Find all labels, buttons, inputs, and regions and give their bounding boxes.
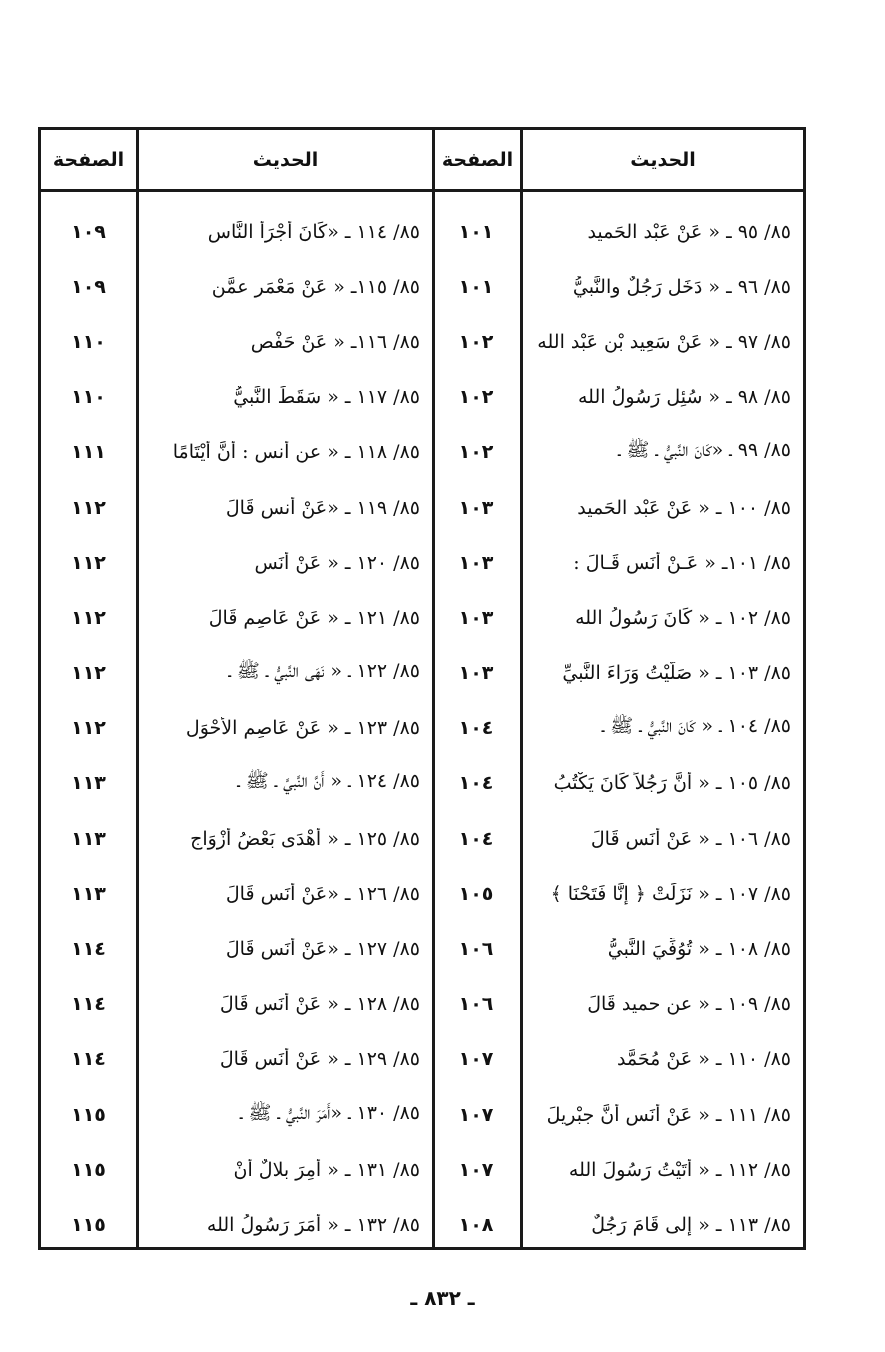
page-ref-right: ١٠٣ [458, 551, 494, 574]
hadith-entry-left: ٨٥/ ١٢٥ ـ « أَهْدَى بَعْضُ أَزْوَاجِ [190, 827, 420, 850]
page-ref-left: ١١٥ [71, 1103, 106, 1126]
table-row [41, 646, 803, 701]
hadith-entry-right: ٨٥/ ١٠٨ ـ « تُوُفِّيَ النَّبيُّ [607, 938, 791, 961]
table-row [41, 425, 803, 480]
table-row [41, 370, 803, 425]
table-header-row [41, 130, 803, 192]
hadith-entry-right: ٨٥/ ١٠٠ ـ « عَنْ عَبْد الحَميد [577, 496, 791, 519]
page-ref-right: ١٠٢ [458, 330, 494, 353]
hadith-entry-left: ٨٥/ ١٢٨ ـ « عَنْ أَنَس قَالَ [219, 993, 420, 1016]
hadith-entry-right: ٨٥/ ٩٥ ـ « عَنْ عَبْد الحَميد [587, 220, 791, 243]
hadith-entry-right: ٨٥/ ١٠٥ ـ « أَنَّ رَجُلاً كَانَ يَكْتُبُ [553, 772, 791, 795]
table-row [41, 1087, 803, 1142]
page-ref-left: ١١٢ [71, 662, 106, 685]
page-ref-right: ١٠٨ [458, 1213, 494, 1236]
hadith-entry-left: ٨٥/ ١٢٠ ـ « عَنْ أَنَس [254, 551, 420, 574]
header-page-right: الصفحة [432, 130, 520, 189]
page-ref-left: ١٠٩ [71, 275, 106, 298]
hadith-entry-right: ٨٥/ ٩٨ ـ « سُئِل رَسُولُ الله [578, 386, 791, 409]
table-row [41, 480, 803, 535]
hadith-entry-left: ٨٥/ ١١٥ـ « عَنْ مَعْمَر عمَّن [211, 275, 420, 298]
page-ref-left: ١١١ [71, 441, 106, 464]
page-ref-left: ١١٣ [71, 882, 106, 905]
page-ref-right: ١٠٤ [458, 717, 494, 740]
table-row [41, 1032, 803, 1087]
hadith-entry-left: ٨٥/ ١٢٣ ـ « عَنْ عَاصِم الأحْوَل [185, 717, 420, 740]
table-row [41, 866, 803, 921]
hadith-entry-right: ٨٥/ ٩٩ ـ «كَانَ النَّبيُّ ـ ﷺ ـ [618, 439, 791, 462]
table-row [41, 1197, 803, 1252]
table-row [41, 1142, 803, 1197]
hadith-entry-left: ٨٥/ ١٢٦ ـ «عَنْ أَنَس قَالَ [225, 882, 420, 905]
hadith-entry-right: ٨٥/ ٩٧ ـ « عَنْ سَعِيد بْن عَبْد الله [537, 330, 791, 353]
hadith-entry-left: ٨٥/ ١١٩ ـ «عَنْ أَنس قَالَ [225, 496, 420, 519]
page-ref-right: ١٠٦ [458, 938, 494, 961]
hadith-entry-right: ٨٥/ ١١٣ ـ « إِلى قَامَ رَجُلٌ [591, 1213, 791, 1236]
page-ref-right: ١٠٥ [458, 882, 494, 905]
page-ref-left: ١١٥ [71, 1158, 106, 1181]
page-ref-right: ١٠٦ [458, 993, 494, 1016]
page-ref-right: ١٠٤ [458, 827, 494, 850]
page-ref-right: ١٠٢ [458, 386, 494, 409]
header-hadith-right: الحديث [520, 130, 803, 189]
table-row [41, 811, 803, 866]
page-ref-right: ١٠١ [458, 220, 494, 243]
hadith-index-table [38, 127, 806, 1250]
page-ref-left: ١١٢ [71, 496, 106, 519]
hadith-entry-right: ٨٥/ ١١٢ ـ « أَتَيْتُ رَسُولَ الله [568, 1158, 791, 1181]
page-ref-left: ١١٢ [71, 551, 106, 574]
hadith-entry-right: ٨٥/ ١٠٦ ـ « عَنْ أَنَس قَالَ [590, 827, 791, 850]
page-ref-right: ١٠١ [458, 275, 494, 298]
page-ref-right: ١٠٧ [458, 1158, 494, 1181]
page-ref-left: ١١٣ [71, 772, 106, 795]
page-ref-right: ١٠٢ [458, 441, 494, 464]
page-ref-left: ١١٣ [71, 827, 106, 850]
page-ref-left: ١١٥ [71, 1213, 106, 1236]
page-ref-right: ١٠٧ [458, 1048, 494, 1071]
page-ref-left: ١١٠ [71, 330, 106, 353]
table-row [41, 701, 803, 756]
table-row [41, 314, 803, 369]
page-ref-right: ١٠٣ [458, 496, 494, 519]
hadith-entry-right: ٨٥/ ١٠٩ ـ « عن حميد قَالَ [587, 993, 791, 1016]
hadith-entry-left: ٨٥/ ١٢٧ ـ «عَنْ أَنَس قَالَ [225, 938, 420, 961]
table-row [41, 977, 803, 1032]
table-row [41, 756, 803, 811]
hadith-entry-left: ٨٥/ ١١٤ ـ «كَانَ أَجْرَأُ النَّاسِ [207, 220, 420, 243]
page-ref-left: ١١٤ [71, 938, 106, 961]
hadith-entry-right: ٨٥/ ١٠٢ ـ « كَانَ رَسُولُ الله [575, 606, 791, 629]
hadith-entry-right: ٨٥/ ١٠٣ ـ « صَلَّيْتُ وَرَاءَ النَّبيِّ [562, 662, 791, 685]
table-row [41, 590, 803, 645]
hadith-entry-right: ٨٥/ ١١١ ـ « عَنْ أَنَس أَنَّ جبْريلَ [546, 1103, 791, 1126]
page-ref-left: ١١٢ [71, 717, 106, 740]
page-ref-right: ١٠٣ [458, 662, 494, 685]
hadith-entry-right: ٨٥/ ١٠١ـ « عَـنْ أَنَس قَـالَ : [573, 551, 791, 574]
hadith-entry-left: ٨٥/ ١١٨ ـ « عن أنس : أَنَّ أَيْتَامًا [172, 441, 420, 464]
hadith-entry-left: ٨٥/ ١٢٢ ـ « نَهَى النَّبيُّ ـ ﷺ ـ [228, 660, 420, 683]
hadith-entry-right: ٨٥/ ٩٦ ـ « دَخَل رَجُلٌ والنَّبيُّ [572, 275, 791, 298]
header-page-left: الصفحة [52, 148, 125, 171]
hadith-entry-right: ٨٥/ ١٠٤ ـ « كَانَ النَّبيُّ ـ ﷺ ـ [601, 715, 791, 738]
header-hadith-left: الحديث [136, 130, 432, 189]
table-row [41, 535, 803, 590]
table-row [41, 204, 803, 259]
page-ref-left: ١١٤ [71, 1048, 106, 1071]
hadith-entry-left: ٨٥/ ١٣١ ـ « أُمِرَ بلالٌ أَنْ [233, 1158, 420, 1181]
page-ref-left: ١١٤ [71, 993, 106, 1016]
page-ref-right: ١٠٣ [458, 606, 494, 629]
page-ref-right: ١٠٤ [458, 772, 494, 795]
page-number: ـ ٨٣٢ ـ [410, 1286, 475, 1310]
hadith-entry-left: ٨٥/ ١١٦ـ « عَنْ حَفْص [250, 330, 420, 353]
page-ref-left: ١٠٩ [71, 220, 106, 243]
table-body [41, 192, 803, 1247]
page-ref-left: ١١٢ [71, 606, 106, 629]
hadith-entry-right: ٨٥/ ١١٠ ـ « عَنْ مُحَمَّد [616, 1048, 791, 1071]
table-row [41, 259, 803, 314]
page-ref-right: ١٠٧ [458, 1103, 494, 1126]
hadith-entry-left: ٨٥/ ١٢١ ـ « عَنْ عَاصِم قَالَ [208, 606, 420, 629]
table-rows [41, 204, 803, 1253]
hadith-entry-left: ٨٥/ ١١٧ ـ « سَقَطَ النَّبيُّ [233, 386, 420, 409]
hadith-entry-left: ٨٥/ ١٣٢ ـ « أَمَرَ رَسُولُ الله [206, 1213, 420, 1236]
hadith-entry-left: ٨٥/ ١٢٤ ـ « أَنَّ النَّبيَّ ـ ﷺ ـ [237, 770, 420, 793]
hadith-entry-left: ٨٥/ ١٣٠ ـ «أَمَرَ النَّبيُّ ـ ﷺ ـ [240, 1101, 420, 1124]
table-row [41, 921, 803, 976]
hadith-entry-right: ٨٥/ ١٠٧ ـ « نَزَلَتْ ﴿ إِنَّا فَتَحْنَا ﴾ [550, 882, 791, 905]
page-ref-left: ١١٠ [71, 386, 106, 409]
hadith-entry-left: ٨٥/ ١٢٩ ـ « عَنْ أَنَس قَالَ [219, 1048, 420, 1071]
